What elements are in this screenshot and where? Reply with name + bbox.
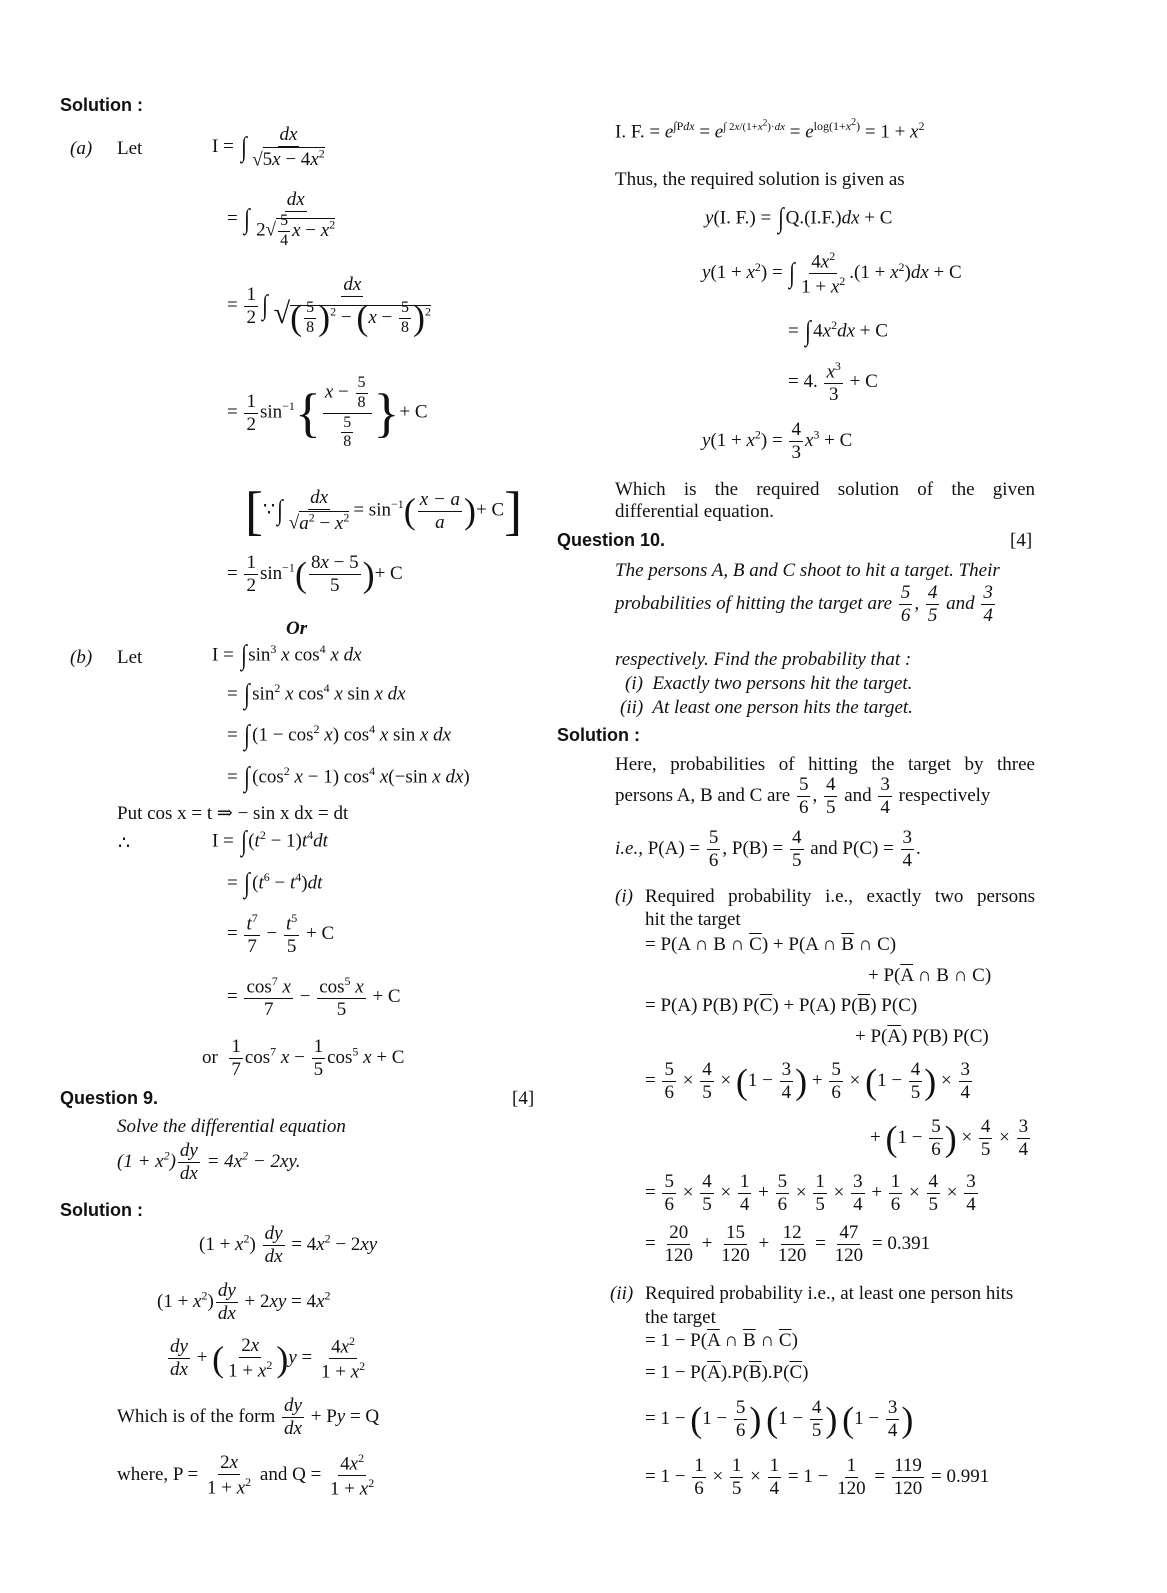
q10-intro-1: Here, probabilities of hitting the target by three [615,754,1035,775]
question-10-prompt-3: respectively. Find the probability that : [615,649,912,670]
part-a-formula-hint: [∵∫ $\frac{dx}{√a^2 - x^2}$ = $\sin^{-1}$( $\frac{x - a}{a}$ )+ C] [245,481,523,541]
part-i-text: Exactly two persons hit the target. [652,673,913,694]
rhs-step-5: $y(1 + x^2)$ = $\frac{4}{3}$ $x^3 + C$ [702,419,853,463]
part-i-result: 0.391 [887,1232,931,1254]
question-9-prompt: Solve the differential equation [117,1116,346,1137]
integrating-factor-line: I. F. = $e^{\int Pdx} = e^{\int 2x/(1+x^2)\cdot dx} = e^{log(1+x^2)} = 1 + x^2$ [615,117,925,143]
substitution-line: Put cos x = t ⇒ − sin x dx = dt [117,803,349,824]
solution-heading-q8: Solution : [60,95,143,115]
question-10-part-i [625,674,912,693]
part-b-let: Let [117,647,143,668]
and-word: and [946,592,975,614]
part-i-step-8: = $\frac{20}{120}$ + $\frac{15}{120}$ + $\frac{12}{120}$ = $\frac{47}{120}$ = 0.391 [645,1222,931,1266]
part-b-label: (b) [70,647,93,668]
question-10-marks: [4] [1010,530,1033,551]
part-b-step-4: = ∫ ($\cos^2$ x − 1) $\cos^4 x(-\sin$ x dx) [227,762,470,793]
thus-line: Thus, the required solution is given as [615,169,905,190]
rhs-step-4: = 4. $\frac{x^3}{3}$ + C [788,359,878,406]
question-9-equation: $(1 + x^2)$ $\frac{dy}{dx}$ = $4x^2 - 2xy$. [117,1140,301,1184]
question-9-heading: Question 9. [60,1088,159,1108]
where-text: where, P = [117,1464,199,1486]
question-10-prompt-2: probabilities of hitting the target are $\frac{5}{6}$ , $\frac{4}{5}$ and $\frac{3}{4}$ [615,582,993,626]
rhs-step-1: y(I. F.) = ∫ Q.(I.F.)dx + C [705,203,893,234]
q9-step-3: $\frac{dy}{dx}$ + ( $\frac{2x}{1 + x^2}$ )y = $\frac{4x^2}{1 + x^2}$ [170,1334,366,1383]
question-10-part-ii [620,698,913,717]
part-b-sub-step-4: = $\frac{\cos^7 x}{7}$ − $\frac{\cos^5 x}{5}$ + C [227,974,401,1021]
part-ii-step-1: = $1 - P(\overline{A}$ ∩ $\overline{B}$ ∩ $\overline{C}$) [645,1330,798,1351]
solution-heading-q10: Solution : [557,725,640,745]
part-i-step-1: = P(A ∩ B ∩ $\overline{C}) + P(A$ ∩ $\overline{B}$ ∩ C) [645,934,897,955]
part-a-step-2: = ∫ dx 2√ $\frac{5}{4}$ $x - x^2$ [227,189,336,249]
part-i-step-7: = $\frac{5}{6}$ × $\frac{4}{5}$ × $\frac{1}{4}$ + $\frac{5}{6}$ × $\frac{1}{5}$ × $\frac{3}{4}$ + $\frac{1}{6}$ × $\frac{4}{5}$ × $\frac{3}{4}$ [645,1171,976,1215]
q10-intro-2: persons A, B and C are $\frac{5}{6}$ , $\frac{4}{5}$ and $\frac{3}{4}$ respectively [615,774,991,818]
and-text: and [259,1464,288,1486]
part-i-step-2: + $P(\overline{A}$ ∩ B ∩ C) [868,965,992,986]
part-a-step-4: = $\frac{1}{2}$ $\sin^{-1}${ x − $\frac{5}{8}$ $\frac{5}{8}$ }+ C [227,374,428,451]
therefore-symbol: ∴ [118,833,131,854]
q9-step-2: $(1 + x^2)$ $\frac{dy}{dx}$ + $2xy = 4x^2$ [157,1280,331,1324]
part-ii-step-4: = 1 − $\frac{1}{6}$ × $\frac{1}{5}$ × $\frac{1}{4}$ = 1 − $\frac{1}{120}$ = $\frac{119}{120}$ = 0.991 [645,1455,990,1499]
part-ii-step-2: = $1 - P(\overline{A}).P(\overline{B}).P(\overline{C})$ [645,1362,809,1383]
part-ii-sol-text-1: Required probability i.e., at least one person hits [645,1283,1014,1304]
q9-step-1: $(1 + x^2)$ $\frac{dy}{dx}$ = $4x^2 - 2xy$ [199,1223,378,1267]
part-b-sub-step-2: = ∫ $(t^6 - t^4)dt$ [227,868,323,899]
part-ii-text: At least one person hits the target. [652,697,913,718]
q9-form-line: Which is of the form $\frac{dy}{dx}$ + Py = Q [117,1395,380,1439]
q9-where-line: where, P = $\frac{2x}{1 + x^2}$ and Q = $\frac{4x^2}{1 + x^2}$ [117,1451,375,1500]
part-i-step-6: + (1 − $\frac{5}{6}$ ) × $\frac{4}{5}$ × $\frac{3}{4}$ [870,1116,1029,1160]
rhs-step-3: = ∫ $4x^2dx + C$ [788,316,888,347]
part-i-label: (i) [625,673,643,694]
question-10-prompt-1: The persons A, B and C shoot to hit a target. Their [615,560,1000,581]
part-b-final: or $\frac{1}{7}$ $\cos^7 x$ − $\frac{1}{5}$ $\cos^5 x + C$ [202,1036,405,1080]
or-label: Or [286,618,308,639]
q10-ie-line: i.e., P(A) = $\frac{5}{6}$ , P(B) = $\frac{4}{5}$ and P(C) = $\frac{3}{4}$ . [615,827,921,871]
part-i-sol-label: (i) [615,886,633,907]
part-b-step-3: = ∫ $(1 - \cos^2 x)$ $\cos^4 x$ sin x dx [227,720,452,751]
part-b-sub-step-3: = $\frac{t^7}{7}$ − $\frac{t^5}{5}$ + C [227,911,335,958]
rhs-step-2: $y(1 + x^2)$ = ∫ $\frac{4x^2}{1 + x^2}$ $.(1 + x^2)dx + C$ [702,249,962,298]
part-i-sol-text-1: Required probability i.e., exactly two persons [645,886,1035,907]
part-b-sub-step-1: I = ∫ $(t^2 - 1)t^4dt$ [212,826,328,857]
integral-symbol-I: I [212,135,219,157]
solution-heading-q9: Solution : [60,1200,143,1220]
part-a-label: (a) [70,138,93,159]
question-10-heading: Question 10. [557,530,666,550]
part-ii-step-3: = 1 − (1 − $\frac{5}{6}$ ) (1 − $\frac{4}{5}$ ) (1 − $\frac{3}{4}$ ) [645,1397,914,1441]
question-9-marks: [4] [512,1088,535,1109]
part-ii-result: 0.991 [946,1465,990,1487]
conclusion-line-1: Which is the required solution of the given [615,479,1035,500]
prompt-2-text: probabilities of hitting the target are [615,592,893,614]
part-a-let: Let [117,138,143,159]
conclusion-line-2: differential equation. [615,501,774,522]
intro-2b: respectively [898,784,991,806]
part-i-step-5: = $\frac{5}{6}$ × $\frac{4}{5}$ × (1 − $\frac{3}{4}$ ) + $\frac{5}{6}$ × (1 − $\frac{4}{5}$ ) × $\frac{3}{4}$ [645,1059,970,1103]
part-a-step-3: = $\frac{1}{2}$ ∫ dx √( $\frac{5}{8}$ )$^2$ − (x − $\frac{5}{8}$ )$^2$ [227,274,431,338]
form-text: Which is of the form [117,1405,276,1427]
part-i-sol-text-2: hit the target [645,909,741,930]
part-ii-sol-label: (ii) [610,1283,634,1304]
part-a-result: = $\frac{1}{2}$ $\sin^{-1}$( $\frac{8x - 5}{5}$ )+ C [227,552,403,596]
part-b-step-2: = ∫ $\sin^2 x$ $\cos^4 x$ sin x dx [227,679,406,710]
part-i-step-3: = P(A) P(B) $P(\overline{C}) + P(A)$ $P(\overline{B})$ P(C) [645,995,918,1016]
part-ii-sol-text-2: the target [645,1307,716,1328]
part-a-step-1: I = ∫ $\frac{dx}{√5x - 4x^2}$ [212,124,325,171]
part-b-step-1: I = ∫ $\sin^3 x$ $\cos^4 x$ dx [212,640,362,671]
part-i-step-4: + $P(\overline{A})$ P(B) P(C) [855,1026,989,1047]
intro-2a: persons A, B and C are [615,784,791,806]
part-ii-label: (ii) [620,697,644,718]
